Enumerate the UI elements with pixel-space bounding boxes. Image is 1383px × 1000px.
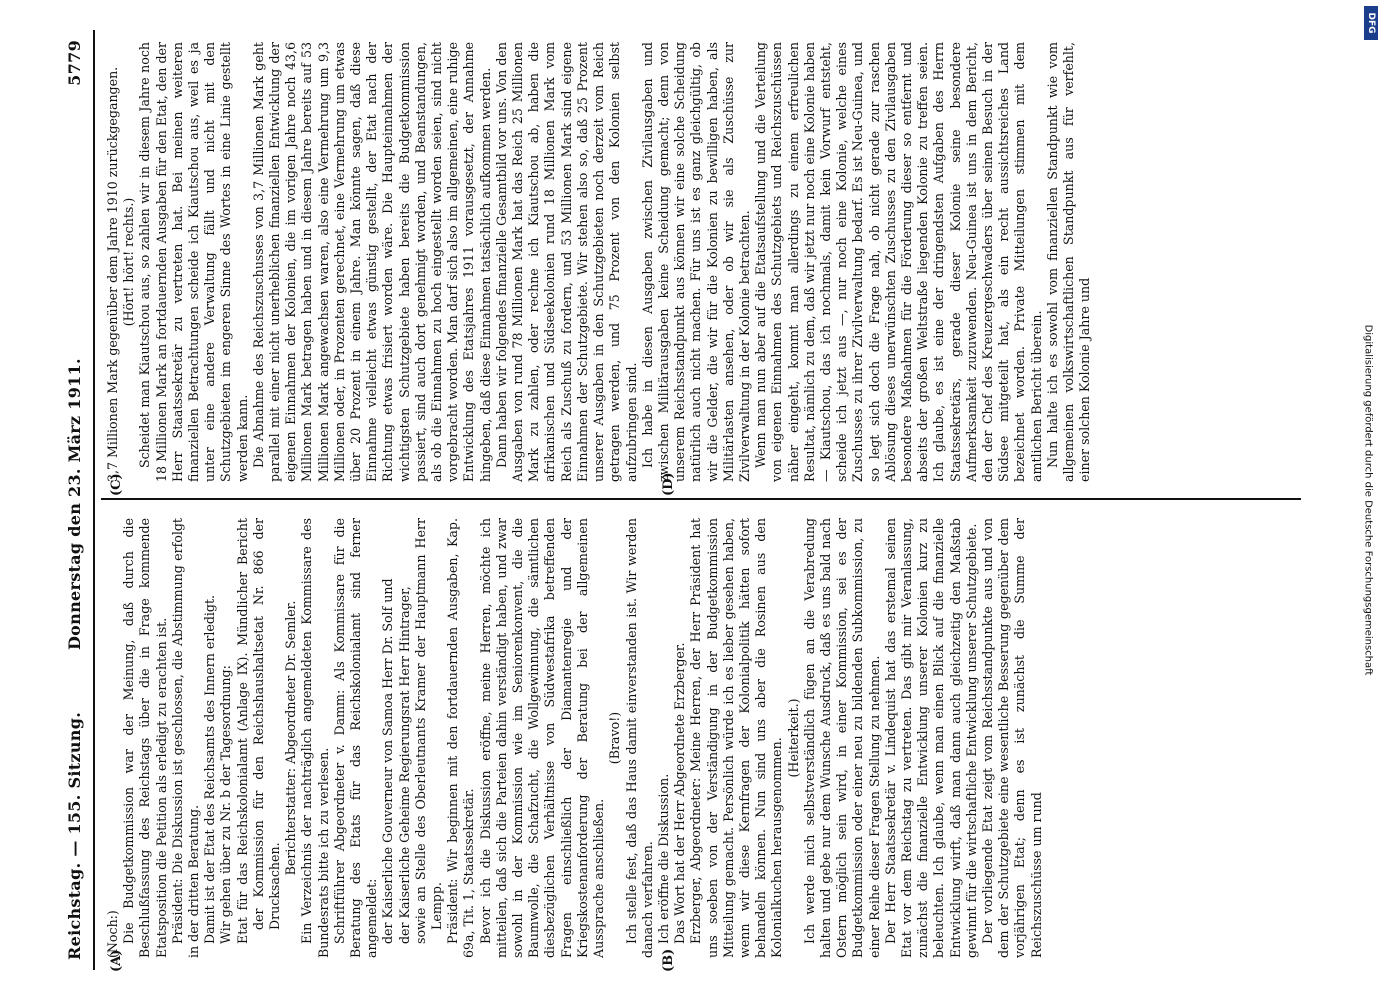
- paragraph: Der vorliegende Etat zeigt vom Reichsstandpunkte aus und von dem der Schutzgebiete eine wesentliche Besserung gegenüber dem vorjährigen Etat; denn es ist zunächst die Summe der Reichszuschüsse um rund: [979, 518, 1044, 958]
- interjection: (Hört! hört! rechts.): [121, 197, 137, 327]
- paragraph: Berichterstatter: Abgeordneter Dr. Semler.: [283, 600, 299, 876]
- paragraph: Ich werde mich selbstverständlich fügen an die Verabredung halten und gebe nur dem Wunsche Ausdruck, daß es uns bald nach Ostern möglich sein wird, in einer Kommission, sei es der Budgetkommission oder einer neu zu bildenden Subkommission, zu einer Reihe dieser Fragen Stellung zu nehmen.: [801, 518, 882, 958]
- margin-mark-b: (B): [661, 948, 676, 972]
- header-left: Reichstag. — 155. Sitzung.: [65, 711, 84, 960]
- paragraph: Ich stelle fest, daß das Haus damit einverstanden ist. Wir werden danach verfahren.: [623, 518, 655, 958]
- left-column: [105, 518, 1305, 958]
- paragraph: Nun halte ich es sowohl vom finanziellen Standpunkt wie vom allgemeinen volkswirtschaftlichen Standpunkt aus für verfehlt, einer solchen Kolonie Jahre und: [1044, 42, 1093, 482]
- interjection: (Bravo!): [607, 711, 623, 765]
- agenda-item: Etat für das Reichskolonialamt (Anlage IX). Mündlicher Bericht der Kommission für den Reichshaushaltsetat Nr. 866 der Drucksachen.: [234, 518, 283, 944]
- paragraph: Ich eröffne die Diskussion.: [655, 773, 671, 944]
- paragraph: Die Budgetkommission war der Meinung, daß durch die Beschlußfassung des Reichstags über die in Frage kommende Etatsposition die Petition als erledigt zu erachten ist.: [121, 518, 169, 958]
- paragraph: Wenn man nun aber auf die Etatsaufstellung und die Verteilung von eigenen Einnahmen des Schutzgebiets und Reichszuschüssen näher eingeht, kommt man allerdings zu einem erfreulichen Resultat, nämlich zu dem, daß wir jetzt nur noch eine Kolonie haben — Kiautschou, das ich nochmals, damit kein Vorwurf entsteht, scheide ich jetzt aus —, nur noch eine Kolonie, welche eines Zuschusses zu ihrer Zivilverwaltung bedarf. Es ist Neu-Guinea, und so legt sich doch die Frage nah, ob nicht gerade zur raschen Ablösung dieses unerwünschten Zuschusses zu den Zivilausgaben besondere Maßnahmen für die Förderung dieser so entfernt und abseits der großen Weltstraße liegenden Kolonie zu treffen seien. Ich glaube, es ist eine der dringendsten Aufgaben des Herrn Staatssekretärs, gerade dieser Kolonie seine besondere Aufmerksamkeit zuzuwenden. Neu-Guinea ist uns in dem Bericht, den der Chef des Kreuzergeschwaders über seinen Besuch in der Südsee mitgeteilt hat, als ein recht aussichtsreiches Land bezeichnet worden. Private Mitteilungen stimmen mit dem amtlichen Bericht überein.: [753, 42, 1044, 482]
- paragraph: 3,7 Millionen Mark gegenüber dem Jahre 1910 zurückgegangen.: [105, 66, 120, 482]
- margin-mark-c: (C): [109, 473, 124, 496]
- margin-mark-d: (D): [661, 472, 676, 496]
- commissioner-entry: der Kaiserliche Geheime Regierungsrat Herr Hintrager,: [396, 586, 412, 944]
- header-rule: [93, 30, 95, 970]
- paragraph: Ich habe in diesen Ausgaben zwischen Zivilausgaben und zwischen Militärausgaben keine Scheidung gemacht; denn von unserem Reichsstandpunkt aus können wir eine solche Scheidung natürlich auch nicht machen. Für uns ist es ganz gleichgültig, ob wir die Gelder, die wir für die Kolonien zu bewilligen haben, als Militärlasten ansehen, oder ob wir sie als Zuschüsse zur Zivilverwaltung in der Kolonie betrachten.: [639, 42, 752, 482]
- paragraph: Präsident: Die Diskussion ist geschlossen, die Abstimmung erfolgt in der dritten Beratung.: [169, 518, 202, 958]
- column-separator: [101, 498, 1301, 500]
- paragraph: Erzberger, Abgeordneter: Meine Herren, der Herr Präsident hat uns soeben von der Verständigung in der Budgetkommission Mitteilung gemacht. Persönlich würde ich es lieber gesehen haben, wenn wir diese Kernfragen der Kolonialpolitik hätten sofort behandeln können. Nun sind uns aber die Rosinen aus den Kolonialkuchen herausgenommen.: [688, 518, 785, 958]
- commissioner-entry: sowie an Stelle des Oberleutnants Kramer der Hauptmann Herr Lempp.: [412, 518, 445, 944]
- interjection: (Heiterkeit.): [785, 698, 801, 778]
- paragraph: Präsident: Wir beginnen mit den fortdauernden Ausgaben, Kap. 69a, Tit. 1, Staatssekretär.: [445, 518, 477, 958]
- paragraph: Bevor ich die Diskussion eröffne, meine Herren, möchte ich mitteilen, daß sich die Parteien dahin verständigt haben, und zwar sowohl in der Kommission wie im Seniorenkonvent, die die Baumwolle, die Schafzucht, die Wollgewinnung, die sämtlichen diesbezüglichen Verhältnisse von Südwestafrika betreffenden Fragen einschließlich der Diamantenregie und der Kriegskostenanforderung der Beratung bei der allgemeinen Aussprache anschließen.: [477, 518, 607, 958]
- paragraph: Das Wort hat der Herr Abgeordnete Erzberger.: [672, 642, 688, 944]
- paragraph: (Noch:): [105, 910, 120, 958]
- paragraph: Der Herr Staatssekretär v. Lindequist hat das erstemal seinen Etat vor dem Reichstag zu vertreten. Das gibt mir Veranlassung, zunächst die finanzielle Entwicklung unserer Kolonien kurz zu beleuchten. Ich glaube, wenn man einen Blick auf die finanzielle Entwicklung wirft, daß man dann auch gleichzeitig den Maßstab gewinnt für die wirtschaftliche Entwicklung unserer Schutzgebiete.: [882, 518, 979, 958]
- paragraph: Schriftführer Abgeordneter v. Damm: Als Kommissare für die Beratung des Etats für das Reichskolonialamt sind ferner angemeldet:: [331, 518, 380, 958]
- commissioner-entry: der Kaiserliche Gouverneur von Samoa Herr Dr. Solf und: [380, 578, 396, 944]
- margin-mark-a: (A): [109, 949, 124, 972]
- digitization-note-text: Digitalisierung gefördert durch die Deutsche Forschungsgemeinschaft: [1362, 324, 1374, 676]
- right-column: [105, 42, 1305, 482]
- header-date: Donnerstag den 23. März 1911.: [65, 358, 84, 650]
- page-number: 5779: [65, 40, 84, 86]
- paragraph: Damit ist der Etat des Reichsamts des Innern erledigt.: [202, 594, 218, 944]
- rotated-document-page: [61, 30, 1321, 970]
- paragraph: Ein Verzeichnis der nachträglich angemeldeten Kommissare des Bundesrats bitte ich zu verlesen.: [299, 518, 331, 958]
- dfg-logo: DFG: [1364, 6, 1378, 40]
- paragraph: Scheidet man Kiautschou aus, so zahlen wir in diesem Jahre noch 18 Millionen Mark an fortdauernden Ausgaben für den Etat, den der Herr Staatssekretär zu vertreten hat. Bei meinen weiteren finanziellen Betrachtungen scheide ich Kiautschou aus, weil es ja unter eine andere Verwaltung fällt und nicht mit den Schutzgebieten im engeren Sinne des Wortes in eine Linie gestellt werden kann.: [137, 42, 250, 482]
- paragraph: Wir gehen über zu Nr. b der Tagesordnung:: [218, 665, 234, 944]
- page-header: [61, 30, 91, 970]
- paragraph: Dann haben wir folgendes finanzielle Gesamtbild vor uns. Von den Ausgaben von rund 78 Millionen Mark hat das Reich 25 Millionen Mark zu zahlen, oder rechne ich Kiautschou ab, haben die afrikanischen und Südseekolonien rund 18 Millionen Mark vom Reich als Zuschuß zu fordern, und 53 Millionen Mark sind eigene Einnahmen der Schutzgebiete. Wir stehen also so, daß 25 Prozent unserer Ausgaben in den Schutzgebieten noch derzeit vom Reich getragen werden, und 75 Prozent von den Kolonien selbst aufzubringen sind.: [493, 42, 639, 482]
- paragraph: Die Abnahme des Reichszuschusses von 3,7 Millionen Mark geht parallel mit einer nicht unerheblichen finanziellen Entwicklung der eigenen Einnahmen der Kolonien, die im vorigen Jahre noch 43,6 Millionen Mark betragen haben und in diesem Jahre bereits auf 53 Millionen Mark angewachsen waren, also eine Vermehrung um 9,3 Millionen oder, in Prozenten gerechnet, eine Vermehrung um etwas über 20 Prozent in einem Jahre. Man könnte sagen, daß diese Einnahme vielleicht etwas günstig gestellt, der Etat nach der Richtung etwas frisiert worden wäre. Die Haupteinnahmen der wichtigsten Schutzgebiete haben bereits die Budgetkommission passiert, sind auch dort genehmigt worden, und Beanstandungen, als ob die Einnahmen zu hoch eingestellt worden seien, sind nicht vorgebracht worden. Man darf sich also im allgemeinen, eine ruhige Entwicklung des Etatsjahres 1911 vorausgesetzt, der Annahme hingeben, daß diese Einnahmen tatsächlich aufkommen werden.: [250, 42, 493, 482]
